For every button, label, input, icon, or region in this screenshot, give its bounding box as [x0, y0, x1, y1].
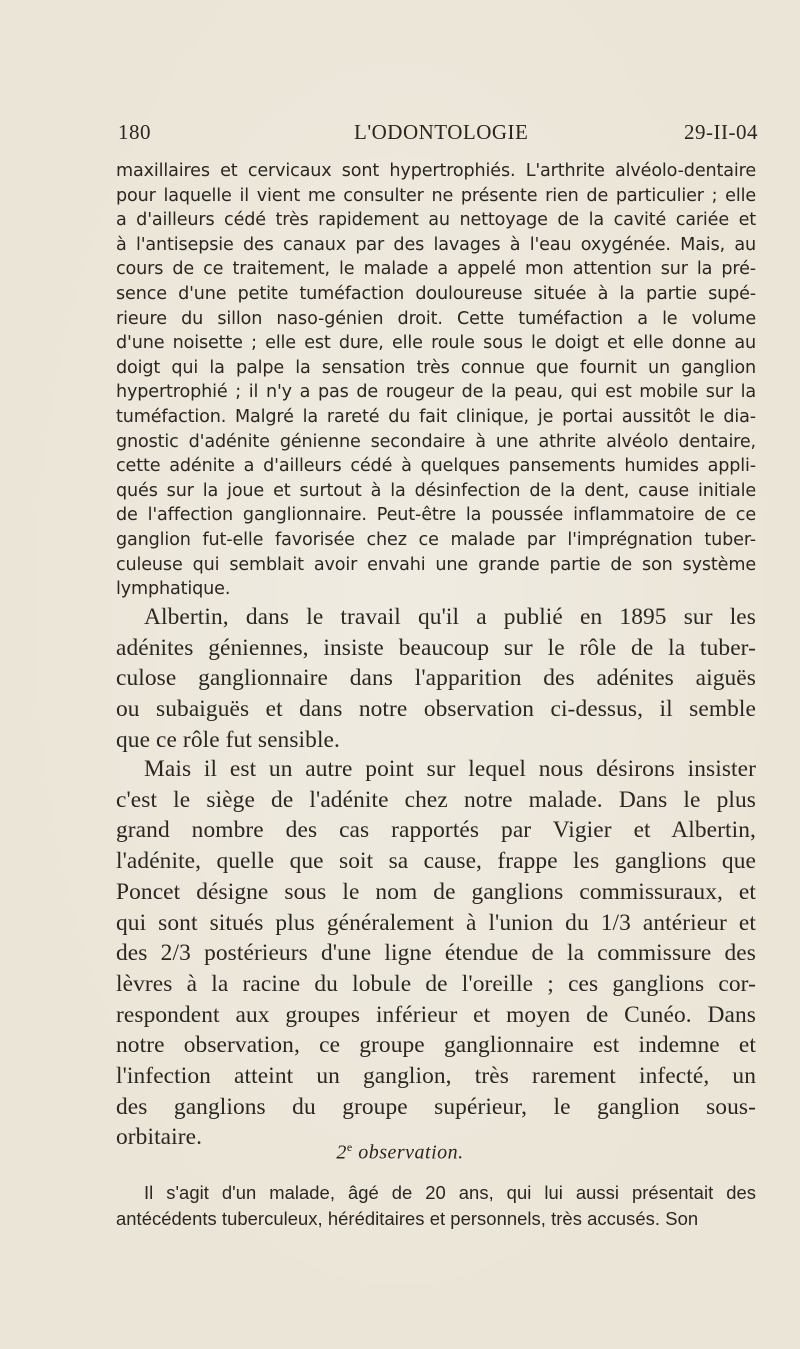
text-line: sence d'une petite tuméfaction douloureuse située à la partie supé-	[116, 283, 756, 304]
page-number: 180	[118, 120, 151, 144]
text-line: gnostic d'adénite génienne secondaire à une athrite alvéolo dentaire,	[116, 431, 756, 452]
observation-title: observation.	[358, 1141, 464, 1164]
text-line: à l'antisepsie des canaux par des lavages à l'eau oxygénée. Mais, au	[116, 234, 756, 255]
text-line: d'une noisette ; elle est dure, elle roule sous le doigt et elle donne au	[116, 333, 756, 354]
text-line: ou subaiguës et dans notre observation ci-dessus, il semble	[116, 696, 756, 723]
text-line: ganglion fut-elle favorisée chez ce malade par l'imprégnation tuber-	[116, 529, 756, 550]
text-line: Poncet désigne sous le nom de ganglions commissuraux, et	[116, 878, 756, 905]
running-head	[118, 120, 758, 148]
text-line: cette adénite a d'ailleurs cédé à quelques pansements humides appli-	[116, 456, 756, 477]
text-line: qués sur la joue et surtout à la désinfection de la dent, cause initiale	[116, 480, 756, 501]
text-line: cours de ce traitement, le malade a appelé mon attention sur la pré-	[116, 259, 756, 280]
text-line: notre observation, ce groupe ganglionnaire est indemne et	[116, 1032, 756, 1059]
observation-superscript: e	[346, 1140, 353, 1154]
text-line: culeuse qui semblait avoir envahi une grande partie de son système	[116, 554, 756, 575]
text-line: adénites géniennes, insiste beaucoup sur le rôle de la tuber-	[116, 634, 756, 661]
text-line: doigt qui la palpe la sensation très connue que fournit un ganglion	[116, 357, 756, 378]
siege-paragraph	[116, 754, 756, 1153]
text-line: pour laquelle il vient me consulter ne présente rien de particulier ; elle	[116, 185, 756, 206]
text-line: tuméfaction. Malgré la rareté du fait clinique, je portai aussitôt le dia-	[116, 406, 756, 427]
text-line: respondent aux groupes inférieur et moyen de Cunéo. Dans	[116, 1001, 756, 1028]
text-line: grand nombre des cas rapportés par Vigier et Albertin,	[116, 817, 756, 844]
text-line: lèvres à la racine du lobule de l'oreille ; ces ganglions cor-	[116, 970, 756, 997]
text-line: qui sont situés plus généralement à l'union du 1/3 antérieur et	[116, 909, 756, 936]
text-line: antécédents tuberculeux, héréditaires et personnels, très accusés. Son	[116, 1208, 699, 1229]
journal-title: L'ODONTOLOGIE	[354, 120, 529, 144]
observation-heading	[0, 1140, 800, 1165]
issue-date: 29-II-04	[684, 120, 758, 144]
text-line: rieure du sillon naso-génien droit. Cette tuméfaction a le volume	[116, 308, 756, 329]
text-line: Albertin, dans le travail qu'il a publié en 1895 sur les	[144, 604, 756, 630]
text-line: hypertrophié ; il n'y a pas de rougeur de la peau, qui est mobile sur la	[116, 382, 756, 403]
text-line: des ganglions du groupe supérieur, le ganglion sous-	[116, 1093, 756, 1120]
text-line: l'adénite, quelle que soit sa cause, frappe les ganglions que	[116, 848, 756, 875]
observation-paragraph	[116, 1180, 756, 1232]
text-line: que ce rôle fut sensible.	[116, 726, 340, 753]
text-line: maxillaires et cervicaux sont hypertrophiés. L'arthrite alvéolo-dentaire	[116, 161, 756, 181]
text-line: culose ganglionnaire dans l'apparition des adénites aiguës	[116, 665, 756, 692]
text-line: de l'affection ganglionnaire. Peut-être la poussée inflammatoire de ce	[116, 505, 756, 526]
observation-number: 2	[336, 1141, 347, 1164]
text-line: orbitaire.	[116, 1124, 203, 1151]
text-line: lymphatique.	[116, 579, 231, 600]
text-line: a d'ailleurs cédé très rapidement au nettoyage de la cavité cariée et	[116, 210, 756, 231]
text-line: l'infection atteint un ganglion, très rarement infecté, un	[116, 1063, 756, 1090]
text-line: c'est le siège de l'adénite chez notre malade. Dans le plus	[116, 786, 756, 813]
text-line: Mais il est un autre point sur lequel nous désirons insister	[144, 756, 756, 782]
text-line: des 2/3 postérieurs d'une ligne étendue de la commissure des	[116, 940, 756, 967]
albertin-paragraph	[116, 602, 756, 756]
case-description-paragraph	[116, 159, 756, 602]
text-line: Il s'agit d'un malade, âgé de 20 ans, qui lui aussi présentait des	[144, 1182, 756, 1203]
